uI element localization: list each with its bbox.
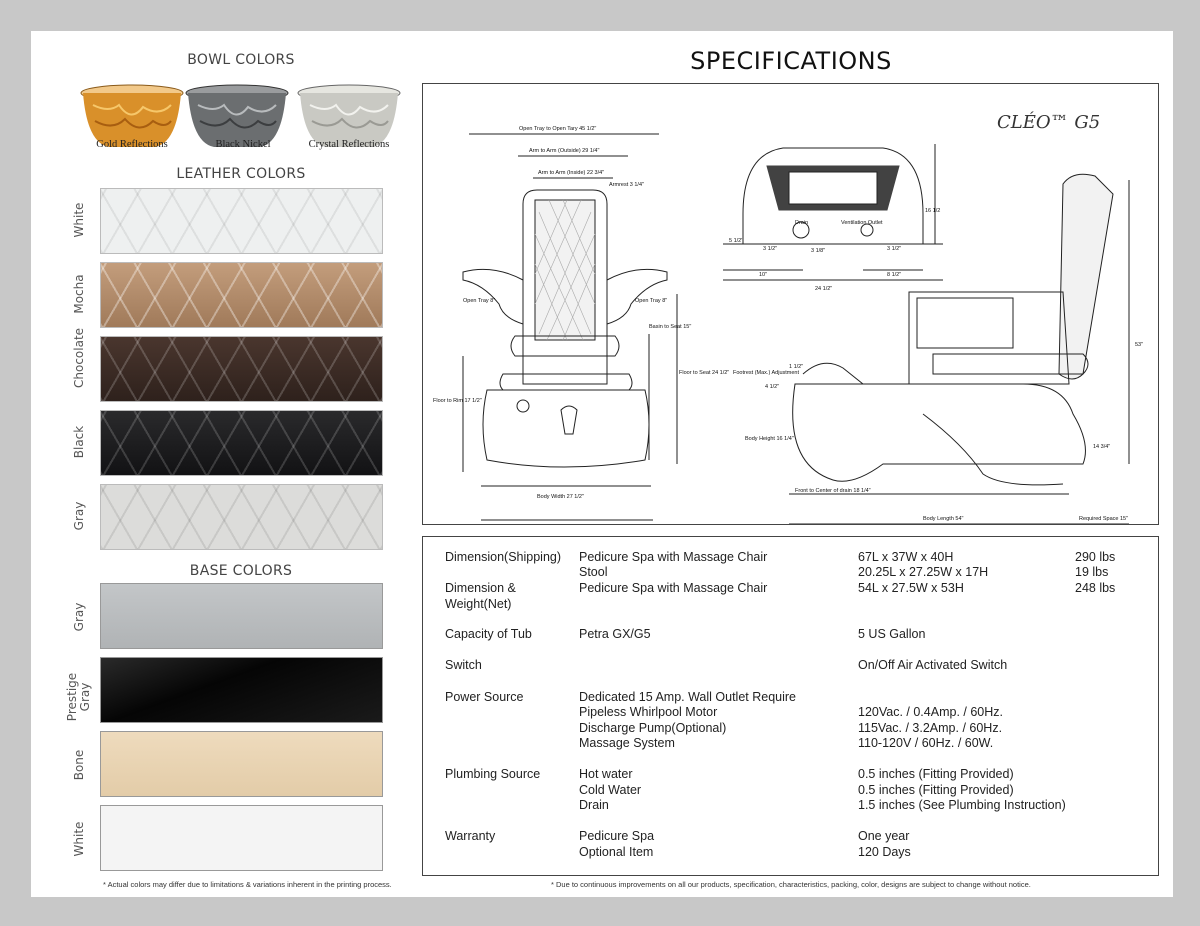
leather-label-white: White bbox=[72, 202, 86, 238]
leather-swatch-mocha bbox=[100, 262, 383, 328]
chair-diagrams bbox=[423, 84, 1158, 524]
spec-shipping-weight-2: 19 lbs bbox=[1075, 565, 1109, 579]
leather-swatch-white bbox=[100, 188, 383, 254]
spec-tub-value: 5 US Gallon bbox=[858, 627, 926, 641]
bowl-colors-title: BOWL COLORS bbox=[187, 52, 295, 68]
right-footnote: * Due to continuous improvements on all our products, specification, characteristics, packing, color, designs are subject to change without notice. bbox=[551, 880, 1031, 889]
svg-text:Basin to Seat 15": Basin to Seat 15" bbox=[649, 324, 692, 330]
top-view-labels bbox=[729, 208, 940, 292]
base-label-bone: Bone bbox=[72, 749, 86, 781]
spec-shipping-weight-1: 290 lbs bbox=[1075, 550, 1116, 564]
spec-warranty-value-2: 120 Days bbox=[858, 845, 911, 859]
specifications-title: SPECIFICATIONS bbox=[690, 47, 892, 75]
base-swatch-bone bbox=[100, 731, 383, 797]
spec-shipping-item-1: Pedicure Spa with Massage Chair bbox=[579, 550, 768, 564]
left-footnote: * Actual colors may differ due to limitations & variations inherent in the printing process. bbox=[103, 880, 392, 889]
spec-tub-label: Capacity of Tub bbox=[445, 627, 532, 641]
svg-text:Required Space 15": Required Space 15" bbox=[1079, 516, 1129, 522]
spec-tub-model: Petra GX/G5 bbox=[579, 627, 651, 641]
spec-net-label: Dimension & Weight(Net) bbox=[445, 581, 516, 611]
svg-text:Floor to Rim 17 1/2": Floor to Rim 17 1/2" bbox=[433, 398, 482, 404]
svg-text:16 1/2: 16 1/2 bbox=[925, 208, 941, 214]
spec-power-label: Power Source bbox=[445, 690, 524, 704]
svg-text:Open Tray to Open Tary 45 1/2": Open Tray to Open Tary 45 1/2" bbox=[519, 126, 597, 132]
spec-power-item-2: Pipeless Whirlpool Motor bbox=[579, 705, 718, 719]
svg-text:3 1/8": 3 1/8" bbox=[811, 248, 826, 254]
base-label-gray: Gray bbox=[72, 602, 86, 632]
spec-plumbing-item-3: Drain bbox=[579, 798, 609, 812]
spec-net-item: Pedicure Spa with Massage Chair bbox=[579, 581, 768, 595]
svg-text:Front to Center of drain 18 1/: Front to Center of drain 18 1/4" bbox=[795, 488, 871, 494]
svg-text:53": 53" bbox=[1135, 342, 1144, 348]
spec-shipping-item-2: Stool bbox=[579, 565, 608, 579]
svg-text:Armrest 3 1/4": Armrest 3 1/4" bbox=[609, 182, 644, 188]
bowl-label-gold: Gold Reflections bbox=[96, 139, 168, 150]
spec-shipping-label: Dimension(Shipping) bbox=[445, 550, 562, 564]
side-view bbox=[789, 174, 1129, 524]
svg-text:Arm to Arm (Outside) 29 1/4": Arm to Arm (Outside) 29 1/4" bbox=[529, 148, 600, 154]
spec-warranty-label: Warranty bbox=[445, 829, 496, 843]
svg-text:8 1/2": 8 1/2" bbox=[887, 272, 902, 278]
spec-power-value-2: 120Vac. / 0.4Amp. / 60Hz. bbox=[858, 705, 1003, 719]
svg-text:Open Tray 8": Open Tray 8" bbox=[635, 298, 668, 304]
spec-power-value-4: 110-120V / 60Hz. / 60W. bbox=[858, 736, 994, 750]
spec-power-item-4: Massage System bbox=[579, 736, 675, 750]
svg-text:Arm to Arm (Inside) 22 3/4": Arm to Arm (Inside) 22 3/4" bbox=[538, 170, 605, 176]
spec-warranty-item-1: Pedicure Spa bbox=[579, 829, 655, 843]
svg-text:10": 10" bbox=[759, 272, 768, 278]
front-view bbox=[463, 134, 677, 520]
spec-plumbing-value-2: 0.5 inches (Fitting Provided) bbox=[858, 783, 1014, 797]
spec-plumbing-label: Plumbing Source bbox=[445, 767, 541, 781]
leather-label-gray: Gray bbox=[72, 501, 86, 531]
spec-power-item-1: Dedicated 15 Amp. Wall Outlet Require bbox=[579, 690, 797, 704]
base-swatch-white bbox=[100, 805, 383, 871]
svg-text:Ventilation Outlet: Ventilation Outlet bbox=[841, 220, 883, 226]
leather-swatch-gray bbox=[100, 484, 383, 550]
top-view bbox=[723, 144, 943, 280]
leather-colors-title: LEATHER COLORS bbox=[176, 166, 306, 182]
bowl-label-crystal: Crystal Reflections bbox=[308, 139, 390, 150]
spec-plumbing-value-3: 1.5 inches (See Plumbing Instruction) bbox=[858, 798, 1066, 812]
spec-power-value-3: 115Vac. / 3.2Amp. / 60Hz. bbox=[858, 721, 1003, 735]
spec-net-size: 54L x 27.5W x 53H bbox=[858, 581, 964, 595]
svg-text:24 1/2": 24 1/2" bbox=[815, 286, 833, 292]
leather-swatch-black bbox=[100, 410, 383, 476]
svg-text:Floor to Seat 24 1/2": Floor to Seat 24 1/2" bbox=[679, 370, 730, 376]
svg-text:1 1/2": 1 1/2" bbox=[789, 364, 804, 370]
svg-text:Body Width 27 1/2": Body Width 27 1/2" bbox=[537, 494, 584, 500]
spec-plumbing-item-1: Hot water bbox=[579, 767, 633, 781]
base-label-white: White bbox=[72, 821, 86, 857]
spec-shipping-size-1: 67L x 37W x 40H bbox=[858, 550, 954, 564]
base-colors-title: BASE COLORS bbox=[189, 563, 293, 579]
svg-text:14 3/4": 14 3/4" bbox=[1093, 444, 1111, 450]
spec-plumbing-value-1: 0.5 inches (Fitting Provided) bbox=[858, 767, 1014, 781]
svg-text:5 1/2": 5 1/2" bbox=[729, 238, 744, 244]
base-swatch-prestige-gray bbox=[100, 657, 383, 723]
spec-net-weight: 248 lbs bbox=[1075, 581, 1116, 595]
spec-switch-label: Switch bbox=[445, 658, 482, 672]
svg-text:Footrest (Max.) Adjustment: Footrest (Max.) Adjustment bbox=[733, 370, 800, 376]
svg-text:4 1/2": 4 1/2" bbox=[765, 384, 780, 390]
spec-switch-value: On/Off Air Activated Switch bbox=[858, 658, 1008, 672]
specifications-table bbox=[422, 536, 1159, 876]
leather-label-mocha: Mocha bbox=[72, 274, 86, 314]
svg-text:Open Tray 8": Open Tray 8" bbox=[463, 298, 496, 304]
svg-text:3 1/2": 3 1/2" bbox=[763, 246, 778, 252]
technical-drawing bbox=[422, 83, 1159, 525]
spec-warranty-value-1: One year bbox=[858, 829, 910, 843]
leather-label-chocolate: Chocolate bbox=[72, 327, 86, 388]
brand-logo: CLÉO™ G5 bbox=[997, 112, 1101, 133]
spec-sheet bbox=[31, 31, 1173, 897]
spec-shipping-size-2: 20.25L x 27.25W x 17H bbox=[858, 565, 989, 579]
base-label-prestige-gray: Prestige Gray bbox=[65, 672, 92, 722]
svg-text:Drain: Drain bbox=[795, 220, 809, 226]
svg-text:Body Length 54": Body Length 54" bbox=[923, 516, 964, 522]
base-swatch-gray bbox=[100, 583, 383, 649]
leather-label-black: Black bbox=[72, 425, 86, 459]
svg-text:Body Height 16 1/4": Body Height 16 1/4" bbox=[745, 436, 794, 442]
spec-power-item-3: Discharge Pump(Optional) bbox=[579, 721, 727, 735]
spec-plumbing-item-2: Cold Water bbox=[579, 783, 642, 797]
bowl-label-nickel: Black Nickel bbox=[215, 139, 271, 150]
svg-text:3 1/2": 3 1/2" bbox=[887, 246, 902, 252]
spec-warranty-item-2: Optional Item bbox=[579, 845, 654, 859]
leather-swatch-chocolate bbox=[100, 336, 383, 402]
